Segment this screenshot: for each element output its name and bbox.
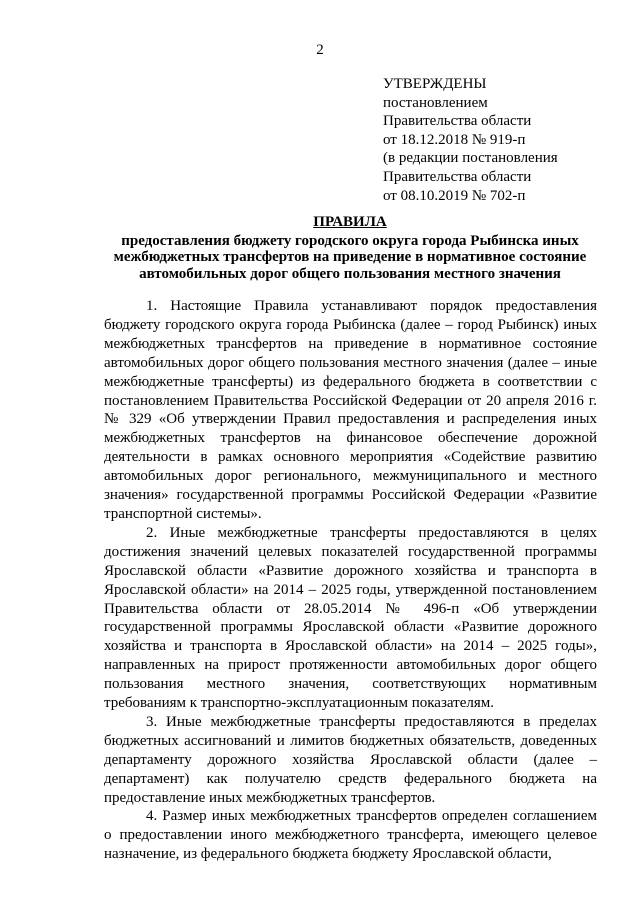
approval-line: от 18.12.2018 № 919-п (383, 131, 526, 148)
approval-line: Правительства области (383, 113, 532, 130)
title-subtitle-line: межбюджетных трансфертов на приведение в нормативное состояние (113, 249, 587, 266)
title-subtitle-line: автомобильных дорог общего пользования местного значения (139, 265, 561, 282)
document-body (104, 297, 597, 864)
paragraph-3: 3. Иные межбюджетные трансферты предоставляются в пределах бюджетных ассигнований и лимитов бюджетных обязательств, доведенных департаменту дорожного хозяйства Ярославской области (далее – департамент) как получателю средств федерального бюджета на предоставление иных межбюджетных трансфертов. (104, 713, 597, 806)
paragraph-2: 2. Иные межбюджетные трансферты предоставляются в целях достижения значений целевых показателей государственной программы Ярославской области «Развитие дорожного хозяйства и транспорта в Ярославской области» на 2014 – 2025 годы, утвержденной постановлением Правительства области от 28.05.2014 № 496-п «Об утверждении государственной программы Ярославской области «Развитие дорожного хозяйства и транспорта в Ярославской области» на 2014 – 2025 годы», направленных на прирост протяженности автомобильных дорог общего пользования местного значения, соответствующих нормативным требованиям к транспортно-эксплуатационным показателям. (104, 524, 597, 712)
title-main: ПРАВИЛА (313, 214, 387, 230)
page-number: 2 (316, 42, 324, 58)
document-title (60, 214, 640, 282)
approval-line: постановлением (383, 94, 488, 111)
approval-line: (в редакции постановления (383, 150, 558, 167)
paragraph-4: 4. Размер иных межбюджетных трансфертов определен соглашением о предоставлении иного межбюджетного трансферта, имеющего целевое назначение, из федерального бюджета бюджету Ярославской области, (104, 808, 597, 863)
approval-line: УТВЕРЖДЕНЫ (383, 76, 487, 92)
title-subtitle-line: предоставления бюджету городского округа города Рыбинска иных (121, 232, 579, 249)
approval-line: от 08.10.2019 № 702-п (383, 187, 526, 204)
approval-stamp (383, 75, 633, 205)
paragraph-1: 1. Настоящие Правила устанавливают порядок предоставления бюджету городского округа города Рыбинска (далее – город Рыбинск) иных межбюджетных трансфертов на приведение в нормативное состояние автомобильных дорог общего пользования местного значения (далее – иные межбюджетные трансферты) из федерального бюджета в соответствии с постановлением Правительства Российской Федерации от 20 апреля 2016 г. № 329 «Об утверждении Правил предоставления и распределения иных межбюджетных трансфертов на финансовое обеспечение дорожной деятельности в рамках основного мероприятия «Содействие развитию автомобильных дорог регионального, межмуниципального и местного значения» государственной программы Российской Федерации «Развитие транспортной системы». (104, 298, 597, 522)
approval-line: Правительства области (383, 168, 532, 185)
